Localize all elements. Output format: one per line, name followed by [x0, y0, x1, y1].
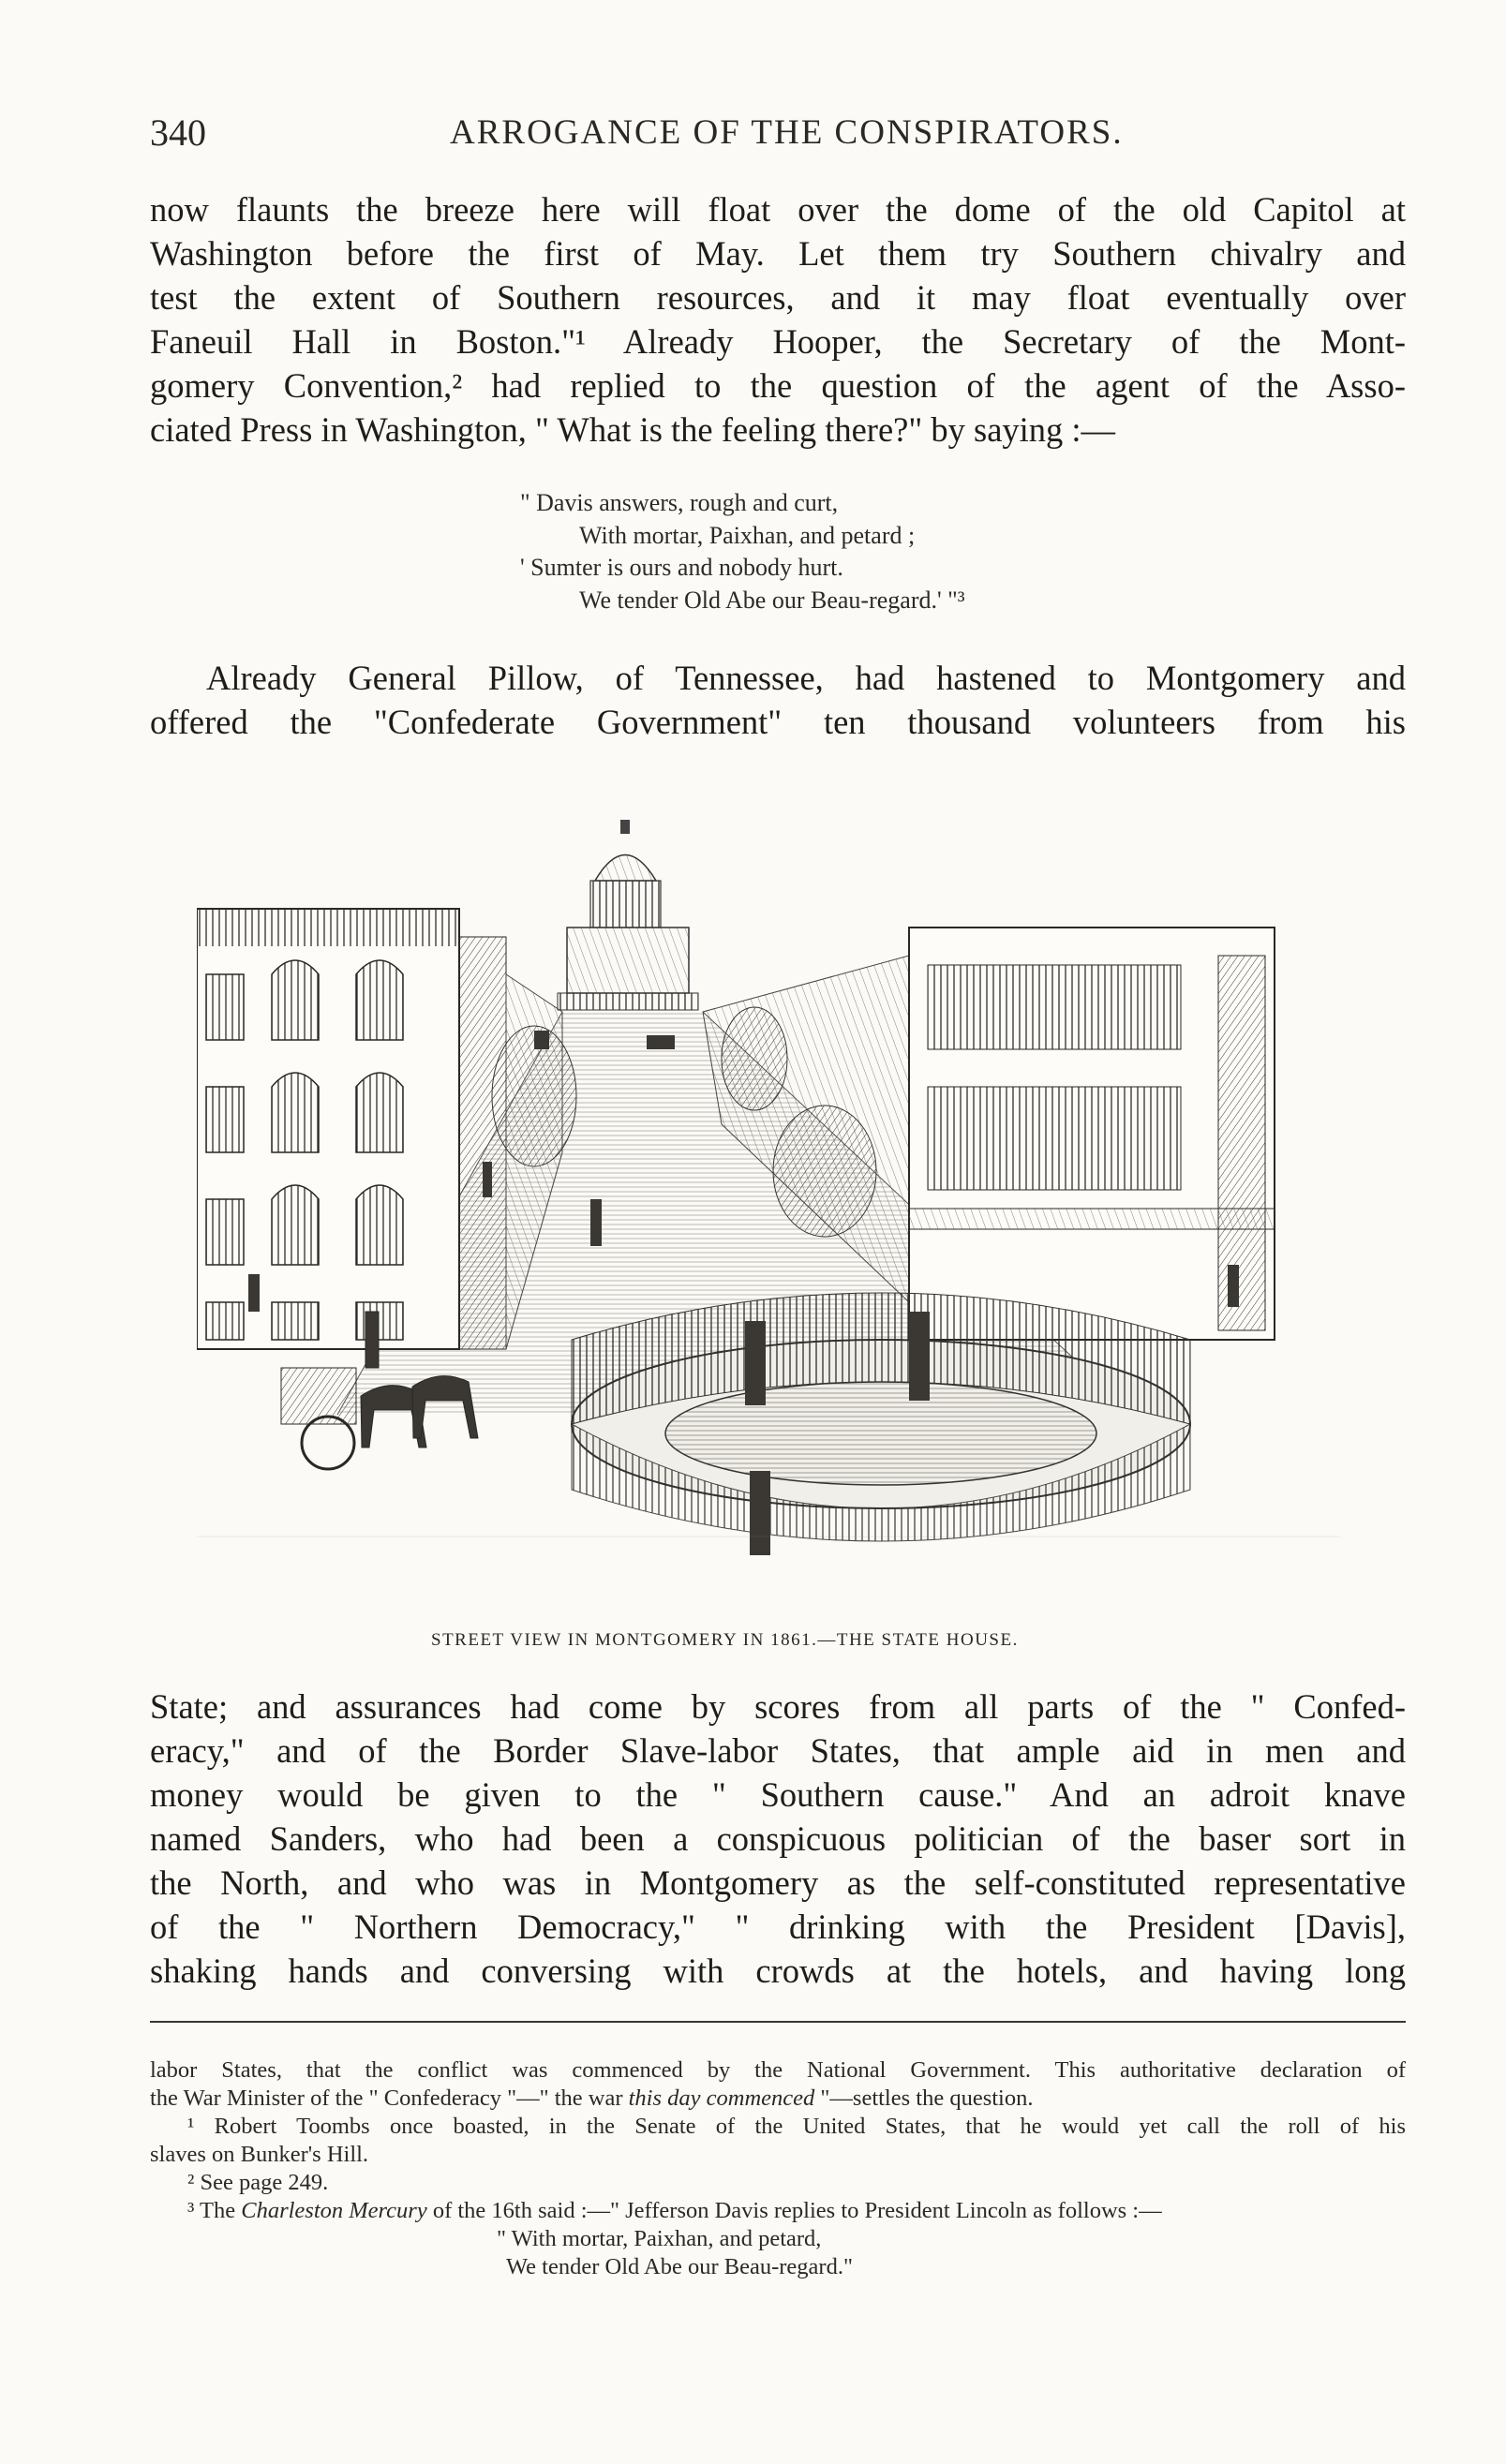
text-line: the North, and who was in Montgomery as the self-constituted representative: [150, 1863, 1406, 1902]
text-line: Washington before the first of May. Let them try Southern chivalry and: [150, 234, 1406, 273]
page-number: 340: [150, 111, 206, 154]
text-line: eracy," and of the Border Slave-labor States, that ample aid in men and: [150, 1731, 1406, 1770]
text-line: ciated Press in Washington, " What is the feeling there?" by saying :—: [150, 410, 1116, 449]
paragraph-2: [150, 656, 1406, 744]
footnote-3: ³ The Charleston Mercury of the 16th said :—" Jefferson Davis replies to President Lincoln as follows :—: [187, 2198, 1162, 2223]
footnote-1: ¹ Robert Toombs once boasted, in the Senate of the United States, that he would yet call the roll of his: [187, 2114, 1406, 2139]
street-engraving-illustration: [197, 815, 1340, 1597]
text-line: shaking hands and conversing with crowds at the hotels, and having long: [150, 1952, 1406, 1990]
text-line: now flaunts the breeze here will float over the dome of the old Capitol at: [150, 190, 1406, 229]
text-line: State; and assurances had come by scores from all parts of the " Confed-: [150, 1687, 1406, 1726]
verse-line: ' Sumter is ours and nobody hurt.: [520, 554, 843, 581]
footnote-line: the War Minister of the " Confederacy "—" the war this day commenced "—settles the question.: [150, 2085, 1034, 2111]
footnote-2: ² See page 249.: [187, 2170, 329, 2195]
text-line: Already General Pillow, of Tennessee, had hastened to Montgomery and: [206, 659, 1406, 697]
footnote-line: labor States, that the conflict was commenced by the National Government. This authoritative declaration of: [150, 2057, 1406, 2083]
verse-quotation: [520, 487, 965, 616]
verse-line: " Davis answers, rough and curt,: [520, 489, 839, 516]
footnote-verse-line: We tender Old Abe our Beau-regard.": [506, 2254, 853, 2279]
fountain-enclosure: [572, 1293, 1190, 1555]
paragraph-1: [150, 187, 1406, 452]
running-title: ARROGANCE OF THE CONSPIRATORS.: [450, 113, 1124, 152]
text-line: Faneuil Hall in Boston."¹ Already Hooper, the Secretary of the Mont-: [150, 322, 1406, 361]
text-line: offered the "Confederate Government" ten thousand volunteers from his: [150, 703, 1406, 741]
figure-caption: STREET VIEW IN MONTGOMERY IN 1861.—THE STATE HOUSE.: [431, 1630, 1019, 1650]
verse-line: We tender Old Abe our Beau-regard.' "³: [579, 586, 965, 614]
footnote-verse-line: " With mortar, Paixhan, and petard,: [497, 2226, 822, 2251]
left-building: [197, 909, 506, 1349]
text-line: money would be given to the " Southern cause." And an adroit knave: [150, 1775, 1406, 1814]
text-line: of the " Northern Democracy," " drinking with the President [Davis],: [150, 1907, 1406, 1946]
running-head-bar: [150, 111, 1406, 167]
text-line: named Sanders, who had been a conspicuous politician of the baser sort in: [150, 1819, 1406, 1858]
paragraph-3: [150, 1685, 1406, 1993]
footnote-rule: [150, 2021, 1406, 2023]
text-line: test the extent of Southern resources, and it may float eventually over: [150, 278, 1406, 317]
footnotes: [150, 2056, 1406, 2281]
verse-line: With mortar, Paixhan, and petard ;: [579, 521, 916, 549]
footnote-line: slaves on Bunker's Hill.: [150, 2142, 369, 2167]
text-line: gomery Convention,² had replied to the question of the agent of the Asso-: [150, 366, 1406, 405]
